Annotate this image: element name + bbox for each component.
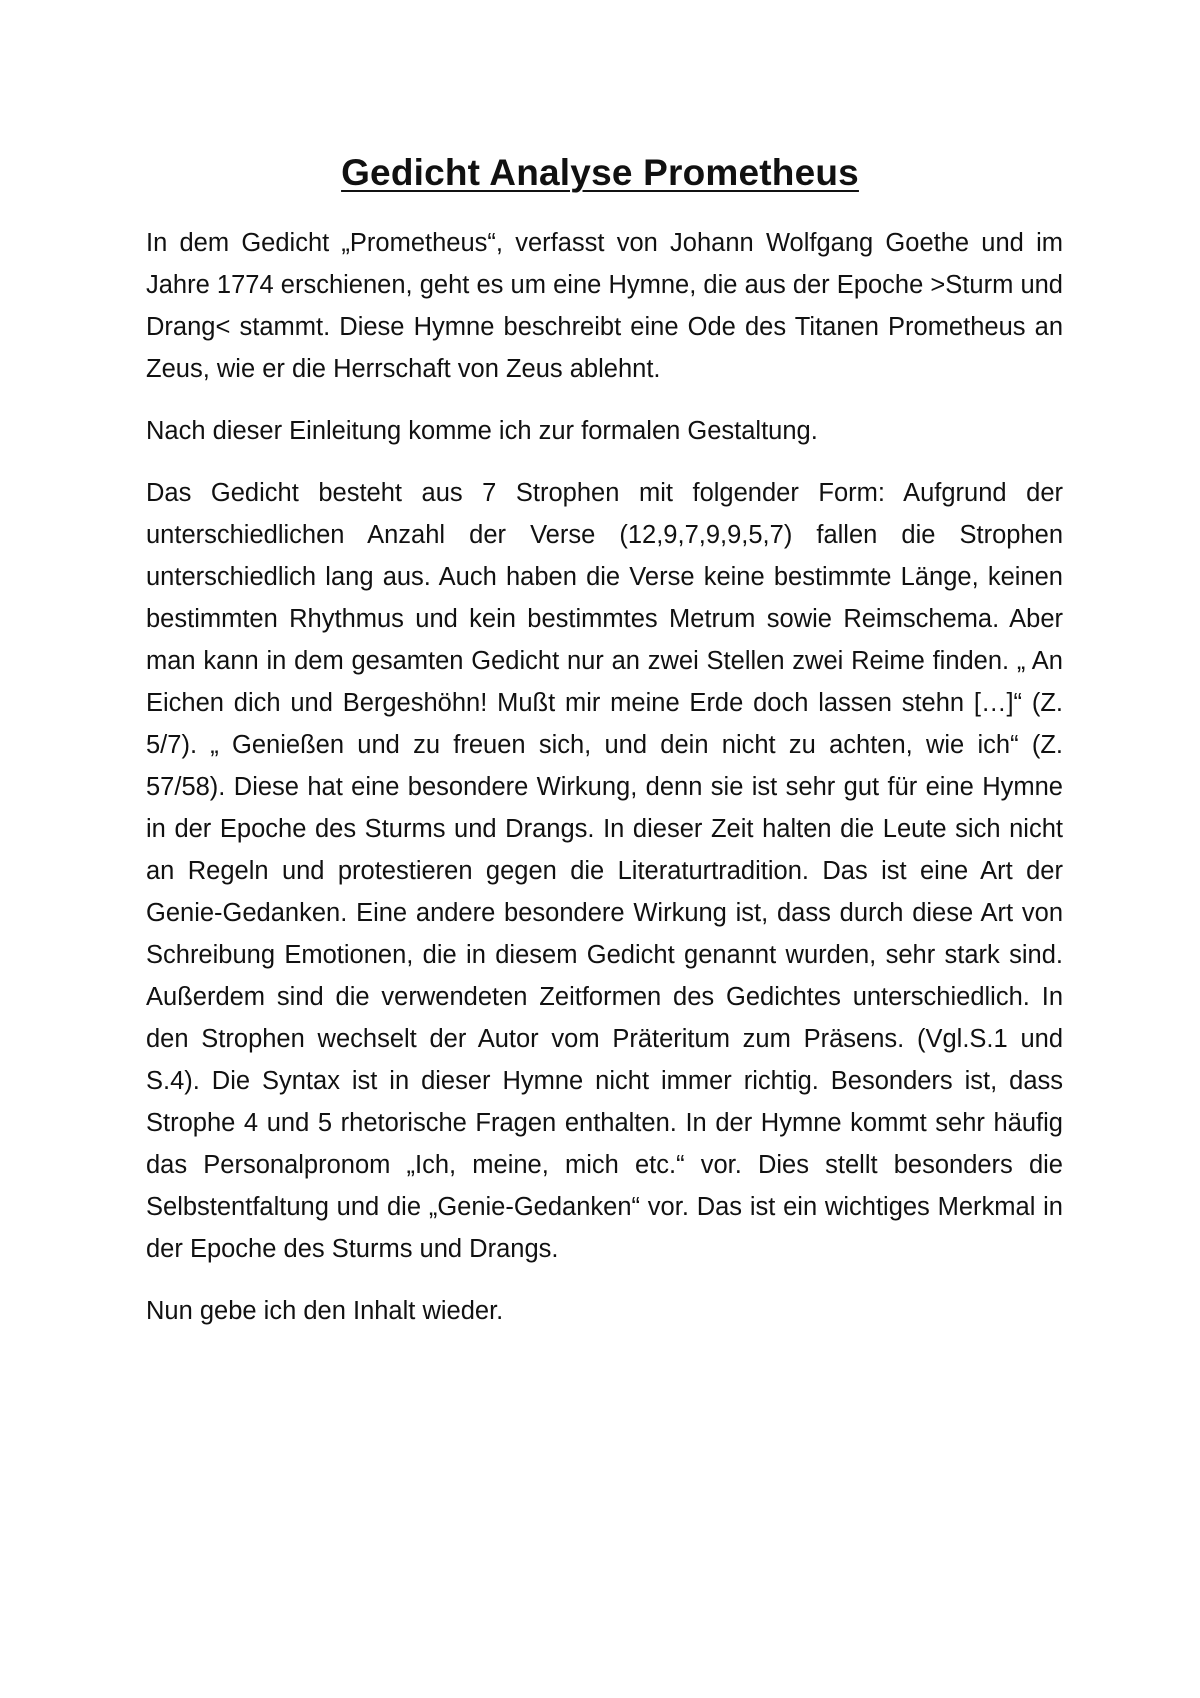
paragraph-transition-content: Nun gebe ich den Inhalt wieder. xyxy=(146,1297,504,1325)
document-body xyxy=(146,222,1063,1352)
paragraph-formal-analysis: Das Gedicht besteht aus 7 Strophen mit folgender Form: Aufgrund der unterschiedlichen Anzahl der Verse (12,9,7,9,9,5,7) fallen die Strophen unterschiedlich lang aus. Auch haben die Verse keine bestimmte Länge, keinen bestimmten Rhythmus und kein bestimmtes Metrum sowie Reimschema. Aber man kann in dem gesamten Gedicht nur an zwei Stellen zwei Reime finden. „ An Eichen dich und Bergeshöhn! Mußt mir meine Erde doch lassen stehn […]“ (Z. 5/7). „ Genießen und zu freuen sich, und dein nicht zu achten, wie ich“ (Z. 57/58). Diese hat eine besondere Wirkung, denn sie ist sehr gut für eine Hymne in der Epoche des Sturms und Drangs. In dieser Zeit halten die Leute sich nicht an Regeln und protestieren gegen die Literaturtradition. Das ist eine Art der Genie-Gedanken. Eine andere besondere Wirkung ist, dass durch diese Art von Schreibung Emotionen, die in diesem Gedicht genannt wurden, sehr stark sind. Außerdem sind die verwendeten Zeitformen des Gedichtes unterschiedlich. In den Strophen wechselt der Autor vom Präteritum zum Präsens. (Vgl.S.1 und S.4). Die Syntax ist in dieser Hymne nicht immer richtig. Besonders ist, dass Strophe 4 und 5 rhetorische Fragen enthalten. In der Hymne kommt sehr häufig das Personalpronom „Ich, meine, mich etc.“ vor. Dies stellt besonders die Selbstentfaltung und die „Genie-Gedanken“ vor. Das ist ein wichtiges Merkmal in der Epoche des Sturms und Drangs. xyxy=(146,479,1063,1263)
document-title: Gedicht Analyse Prometheus xyxy=(341,152,859,193)
paragraph-introduction: In dem Gedicht „Prometheus“, verfasst von Johann Wolfgang Goethe und im Jahre 1774 erschienen, geht es um eine Hymne, die aus der Epoche >Sturm und Drang< stammt. Diese Hymne beschreibt eine Ode des Titanen Prometheus an Zeus, wie er die Herrschaft von Zeus ablehnt. xyxy=(146,229,1063,383)
paragraph-transition-form: Nach dieser Einleitung komme ich zur formalen Gestaltung. xyxy=(146,417,818,445)
